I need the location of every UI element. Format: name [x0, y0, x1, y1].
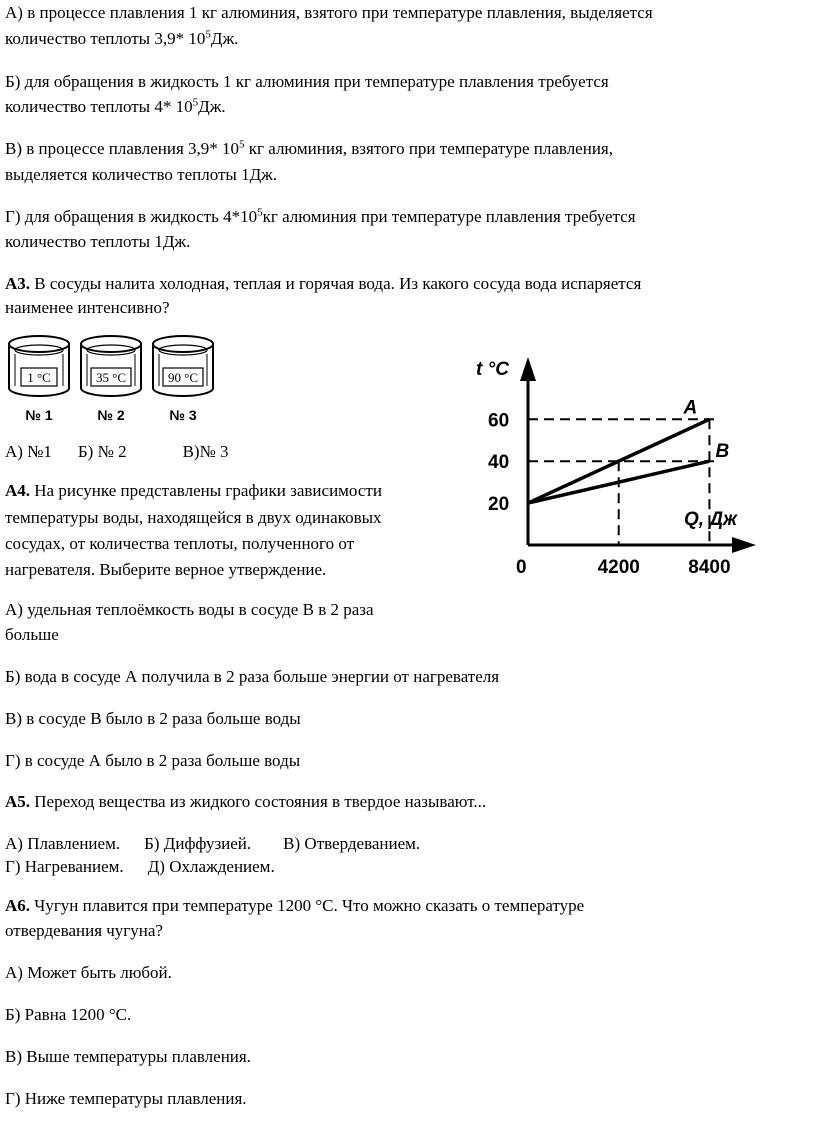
a5-option-c: В) Отвердеванием.: [283, 834, 421, 853]
a3-answer-2: Б) № 2: [77, 442, 127, 461]
a5-option-a: А) Плавлением.: [5, 834, 121, 853]
a3-answers: [5, 441, 229, 463]
a5-option-d: Г) Нагреванием.: [5, 857, 124, 876]
a4-question-line2: температуры воды, находящейся в двух одинаковых: [5, 508, 382, 527]
graph-x-label: Q, Дж: [684, 509, 738, 530]
a6-option-b: Б) Равна 1200 °С.: [5, 1005, 132, 1024]
beaker-1: [9, 336, 69, 423]
y-tick-40: 40: [488, 452, 510, 474]
beaker-3-temp: 90 °C: [167, 370, 199, 385]
graph-series: [528, 397, 729, 503]
a3-answer-1: А) №1: [5, 442, 52, 461]
beaker-3: [153, 336, 213, 423]
a6-option-c: В) Выше температуры плавления.: [5, 1047, 251, 1066]
series-line-A: [528, 419, 709, 503]
a4-option-c: В) в сосуде В было в 2 раза больше воды: [5, 709, 301, 728]
beaker-3-caption: № 3: [169, 407, 197, 423]
y-tick-60: 60: [488, 410, 510, 432]
option-b-line2: количество теплоты 4* $10^5Дж$.: [5, 96, 226, 116]
a5-option-e: Д) Охлаждением.: [147, 857, 275, 876]
a4-question-line4: нагревателя. Выберите верное утверждение.: [5, 560, 327, 579]
series-label-A: A: [683, 397, 698, 419]
option-c-line1: В) в процессе плавления 3,9* $10^5$ кг алюминия, взятого при температуре плавления,: [5, 138, 613, 158]
beakers-figure: [5, 330, 225, 430]
option-d-line1: Г) для обращения в жидкость $4*10^5кг$ алюминия при температуре плавления требуется: [5, 206, 636, 226]
a5-question: А5. Переход вещества из жидкого состояния в твердое называют...: [5, 792, 487, 811]
a3-question-line1: А3. В сосуды налита холодная, теплая и горячая вода. Из какого сосуда вода испаряется: [5, 274, 642, 293]
a5-option-b: Б) Диффузией.: [144, 834, 252, 853]
option-d-line2: количество теплоты 1Дж.: [5, 232, 191, 251]
a4-option-a-line2: больше: [5, 625, 59, 644]
beaker-2-caption: № 2: [97, 407, 125, 423]
a4-question-line1: А4. На рисунке представлены графики зависимости: [5, 481, 382, 500]
a6-option-d: Г) Ниже температуры плавления.: [5, 1089, 247, 1108]
a3-answer-3: В)№ 3: [182, 442, 229, 461]
a4-question-line3: сосудах, от количества теплоты, полученного от: [5, 534, 355, 553]
option-a-line2: количество теплоты 3,9* $10^5Дж$.: [5, 28, 239, 48]
graph-y-label: t °C: [476, 359, 509, 380]
a4-option-b: Б) вода в сосуде А получила в 2 раза больше энергии от нагревателя: [5, 667, 500, 686]
a3-question-line2: наименее интенсивно?: [5, 298, 170, 317]
beaker-2: [81, 336, 141, 423]
option-c-line2: выделяется количество теплоты 1Дж.: [5, 165, 278, 184]
option-a-line1: А) в процессе плавления 1 кг алюминия, взятого при температуре плавления, выделяется: [5, 3, 653, 22]
y-tick-20: 20: [488, 494, 510, 516]
graph-origin-label: 0: [516, 557, 527, 578]
temperature-heat-graph: [458, 345, 778, 585]
x-tick-4200: 4200: [597, 557, 640, 578]
a4-option-d: Г) в сосуде А было в 2 раза больше воды: [5, 751, 301, 770]
series-label-B: B: [715, 441, 730, 463]
a6-question-line2: отвердевания чугуна?: [5, 921, 163, 940]
graph-tick-labels: [488, 410, 731, 578]
a6-question-line1: А6. Чугун плавится при температуре 1200 °С. Что можно сказать о температуре: [5, 896, 585, 915]
a4-option-a-line1: А) удельная теплоёмкость воды в сосуде В в 2 раза: [5, 600, 374, 619]
a5-options-row1: [5, 833, 420, 855]
x-tick-8400: 8400: [688, 557, 731, 578]
beaker-1-caption: № 1: [25, 407, 53, 423]
a6-option-a: А) Может быть любой.: [5, 963, 172, 982]
a5-options-row2: [5, 856, 275, 878]
beaker-1-temp: 1 °C: [27, 370, 51, 385]
option-b-line1: Б) для обращения в жидкость 1 кг алюминия при температуре плавления требуется: [5, 72, 609, 91]
beaker-2-temp: 35 °C: [95, 370, 127, 385]
